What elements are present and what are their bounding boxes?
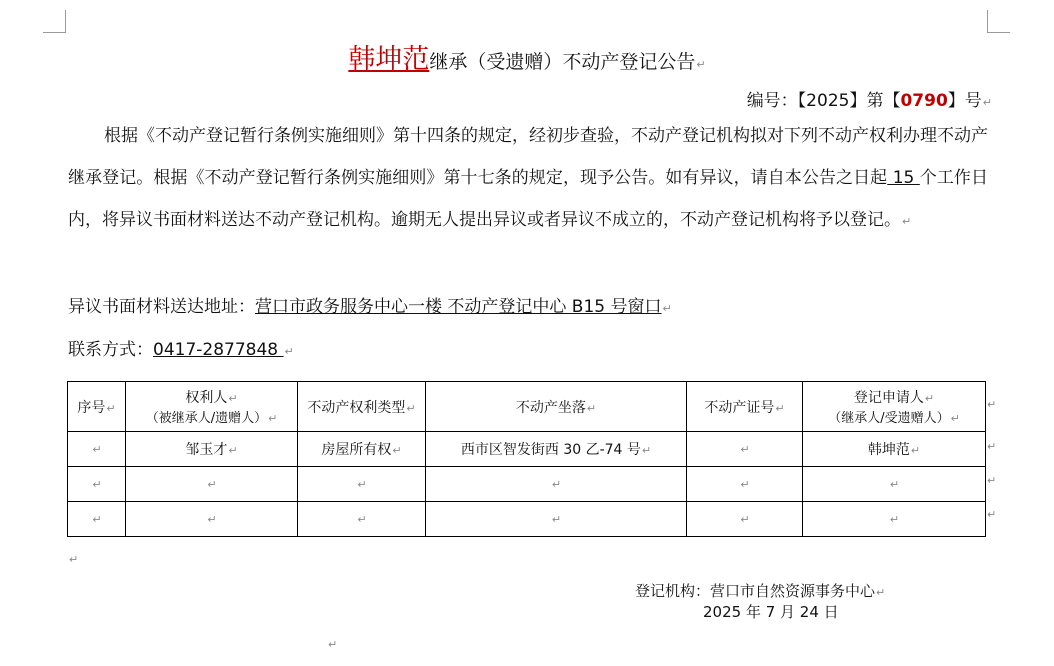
table-cell: ↵ [803, 502, 986, 537]
crop-mark-top-left [43, 10, 66, 33]
registration-authority: 登记机构：营口市自然资源事务中心↵ [635, 582, 886, 600]
paragraph-mark: ↵ [328, 638, 338, 651]
table-cell: 邹玉才↵ [126, 432, 298, 467]
address-value: 营口市政务服务中心一楼 不动产登记中心 B15 号窗口 [255, 297, 662, 317]
table-cell: ↵ [68, 502, 126, 537]
contact-label: 联系方式： [68, 340, 153, 360]
document-title [0, 37, 1054, 76]
notice-paragraph [68, 115, 988, 243]
crop-mark-top-right [987, 10, 1010, 33]
row-end-mark: ↵ [987, 508, 997, 521]
header-certificate-no: 不动产证号↵ [687, 382, 803, 432]
notice-date: 2025 年 7 月 24 日 [703, 603, 839, 621]
notice-text-part1: 根据《不动产登记暂行条例实施细则》第十四条的规定，经初步查验，不动产登记机构拟对下列不动产权利办理不动产继承登记。根据《不动产登记暂行条例实施细则》第十七条的规定，现予公告。如有异议，请自本公告之日起 [68, 126, 988, 188]
contact-info [68, 335, 294, 360]
table-cell: ↵ [126, 502, 298, 537]
serial-number-value: 0790 [900, 91, 948, 111]
row-end-mark: ↵ [987, 440, 997, 453]
serial-suffix: 】号 [947, 91, 982, 111]
paragraph-mark: ↵ [662, 302, 672, 315]
contact-value: 0417-2877848 [153, 340, 284, 360]
serial-number [747, 86, 992, 111]
paragraph-mark: ↵ [69, 553, 79, 566]
table-row [68, 467, 986, 502]
table-cell: 西市区智发街西 30 乙-74 号↵ [426, 432, 687, 467]
paragraph-mark: ↵ [284, 345, 294, 358]
table-cell: ↵ [687, 432, 803, 467]
notice-text-part2: 个工作日内，将异议书面材料送达不动产登记机构。逾期无人提出异议或者异议不成立的，不动产登记机构将予以登记。 [68, 168, 988, 230]
row-end-mark: ↵ [987, 398, 997, 411]
registration-table [67, 381, 986, 537]
title-applicant-name: 韩坤范 [348, 44, 430, 75]
paragraph-mark: ↵ [982, 96, 992, 109]
header-right-type: 不动产权利类型↵ [298, 382, 426, 432]
header-location: 不动产坐落↵ [426, 382, 687, 432]
table-row [68, 432, 986, 467]
title-text: 继承（受遗赠）不动产登记公告 [429, 51, 696, 73]
table-cell: ↵ [426, 467, 687, 502]
paragraph-mark: ↵ [902, 215, 912, 228]
table-cell: ↵ [426, 502, 687, 537]
row-end-mark: ↵ [987, 474, 997, 487]
table-cell: ↵ [68, 467, 126, 502]
header-applicant: 登记申请人↵ （继承人/受遗赠人）↵ [803, 382, 986, 432]
address-label: 异议书面材料送达地址： [68, 297, 255, 317]
header-right-holder: 权利人↵ （被继承人/遗赠人）↵ [126, 382, 298, 432]
header-seq: 序号↵ [68, 382, 126, 432]
table-cell: 韩坤范↵ [803, 432, 986, 467]
table-row [68, 502, 986, 537]
serial-prefix: 编号：【2025】第【 [746, 91, 901, 111]
objection-address [68, 292, 672, 317]
table-cell: ↵ [687, 467, 803, 502]
table-cell: ↵ [298, 467, 426, 502]
objection-days: 15 [887, 168, 920, 188]
table-header-row [68, 382, 986, 432]
table-cell: ↵ [298, 502, 426, 537]
table-cell: ↵ [687, 502, 803, 537]
table-cell: 房屋所有权↵ [298, 432, 426, 467]
table-cell: ↵ [68, 432, 126, 467]
table-cell: ↵ [803, 467, 986, 502]
table-cell: ↵ [126, 467, 298, 502]
paragraph-mark: ↵ [696, 58, 706, 71]
